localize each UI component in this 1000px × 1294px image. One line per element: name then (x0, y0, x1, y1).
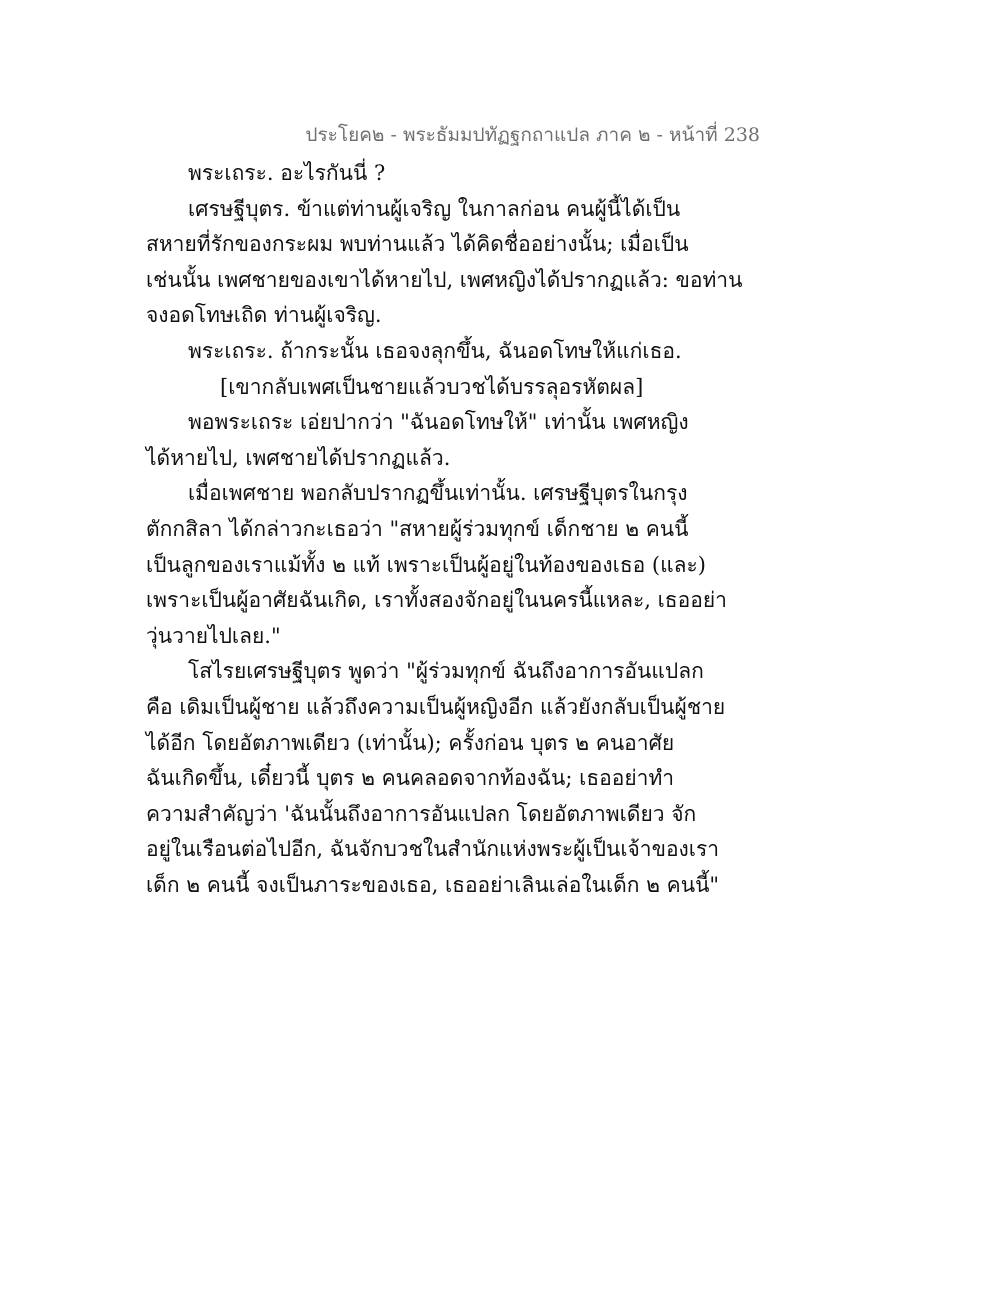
text-line: ได้อีก โดยอัตภาพเดียว (เท่านั้น); ครั้งก่อน บุตร ๒ คนอาศัย (146, 730, 675, 755)
text-line: จงอดโทษเถิด ท่านผู้เจริญ. (146, 303, 382, 328)
text-line: พระเถระ. อะไรกันนี่ ? (188, 161, 386, 185)
text-line: วุ่นวายไปเลย." (146, 623, 281, 648)
text-line: ความสำคัญว่า 'ฉันนั้นถึงอาการอันแปลก โดยอัตภาพเดียว จัก (146, 801, 697, 826)
text-line: เศรษฐีบุตร. ข้าแต่ท่านผู้เจริญ ในกาลก่อน คนผู้นี้ได้เป็น (188, 196, 681, 221)
text-line: พระเถระ. ถ้ากระนั้น เธอจงลุกขึ้น, ฉันอดโทษให้แก่เธอ. (188, 338, 682, 363)
text-line: โสไรยเศรษฐีบุตร พูดว่า "ผู้ร่วมทุกข์ ฉันถึงอาการอันแปลก (188, 659, 704, 684)
text-line: ได้หายไป, เพศชายได้ปรากฏแล้ว. (146, 445, 451, 470)
text-line: ฉันเกิดขึ้น, เดี๋ยวนี้ บุตร ๒ คนคลอดจากท้องฉัน; เธออย่าทำ (146, 766, 675, 791)
section-heading: [เขากลับเพศเป็นชายแล้วบวชได้บรรลุอรหัตผล] (220, 374, 644, 399)
text-line: เช่นนั้น เพศชายของเขาได้หายไป, เพศหญิงได้ปรากฏแล้ว: ขอท่าน (146, 267, 743, 292)
running-header: ประโยค๒ - พระธัมมปทัฏฐกถาแปล ภาค ๒ - หน้าที่ 238 (305, 124, 760, 146)
text-line: เป็นลูกของเราแม้ทั้ง ๒ แท้ เพราะเป็นผู้อยู่ในท้องของเธอ (และ) (146, 552, 706, 577)
text-line: เมื่อเพศชาย พอกลับปรากฏขึ้นเท่านั้น. เศรษฐีบุตรในกรุง (188, 481, 688, 506)
text-line: คือ เดิมเป็นผู้ชาย แล้วถึงความเป็นผู้หญิงอีก แล้วยังกลับเป็นผู้ชาย (146, 694, 726, 719)
text-line: อยู่ในเรือนต่อไปอีก, ฉันจักบวชในสำนักแห่งพระผู้เป็นเจ้าของเรา (146, 837, 720, 862)
text-line: เพราะเป็นผู้อาศัยฉันเกิด, เราทั้งสองจักอยู่ในนครนี้แหละ, เธออย่า (146, 588, 727, 613)
text-line: สหายที่รักของกระผม พบท่านแล้ว ได้คิดชื่ออย่างนั้น; เมื่อเป็น (146, 232, 689, 257)
body-text (146, 156, 743, 903)
text-line: ตักกสิลา ได้กล่าวกะเธอว่า "สหายผู้ร่วมทุกข์ เด็กชาย ๒ คนนี้ (146, 516, 689, 541)
text-line: พอพระเถระ เอ่ยปากว่า "ฉันอดโทษให้" เท่านั้น เพศหญิง (188, 410, 689, 435)
text-line: เด็ก ๒ คนนี้ จงเป็นภาระของเธอ, เธออย่าเลินเล่อในเด็ก ๒ คนนี้" (146, 872, 720, 897)
